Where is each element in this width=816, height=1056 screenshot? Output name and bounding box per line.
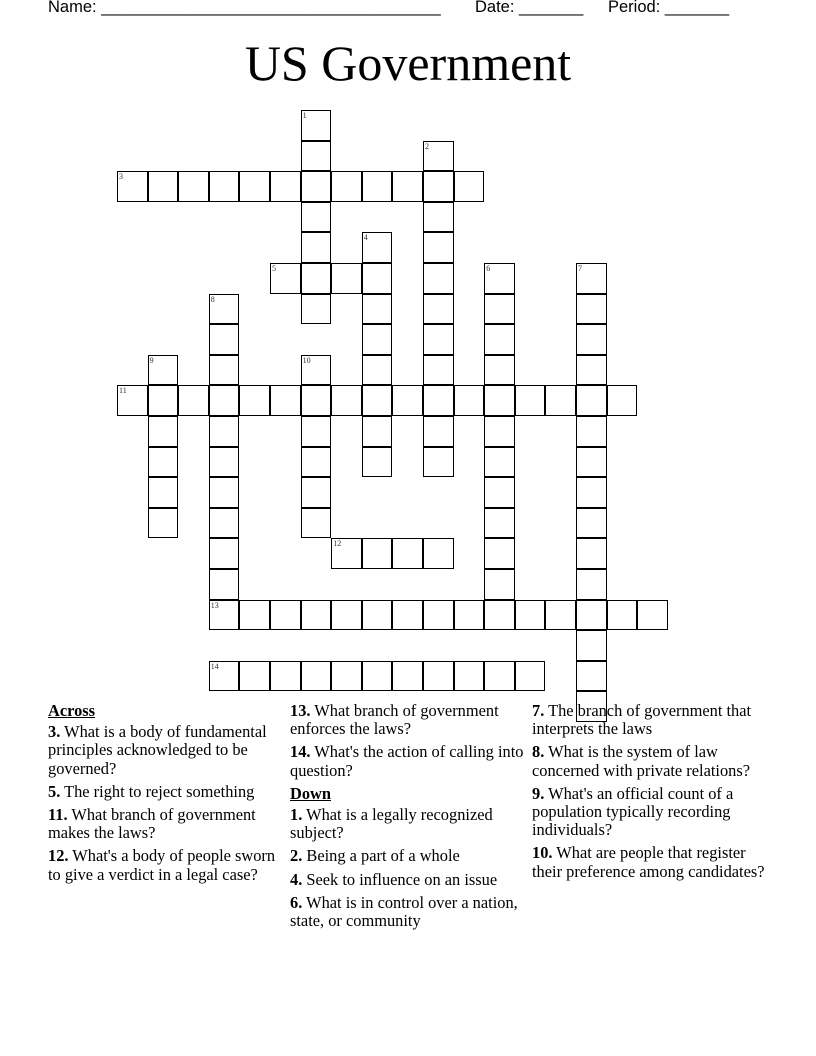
crossword-cell[interactable] bbox=[301, 110, 332, 141]
crossword-cell[interactable] bbox=[209, 477, 240, 508]
crossword-cell[interactable] bbox=[209, 569, 240, 600]
clue-text: Being a part of a whole bbox=[302, 846, 460, 866]
crossword-cell[interactable] bbox=[209, 416, 240, 447]
crossword-cell[interactable] bbox=[423, 324, 454, 355]
crossword-cell[interactable] bbox=[239, 385, 270, 416]
crossword-cell[interactable] bbox=[576, 294, 607, 325]
crossword-cell[interactable] bbox=[454, 385, 485, 416]
crossword-cell[interactable] bbox=[576, 477, 607, 508]
crossword-cell[interactable] bbox=[484, 508, 515, 539]
crossword-cell[interactable] bbox=[392, 385, 423, 416]
crossword-cell[interactable] bbox=[576, 355, 607, 386]
crossword-cell[interactable] bbox=[515, 600, 546, 631]
crossword-cell[interactable] bbox=[209, 355, 240, 386]
down-heading: Down bbox=[290, 783, 331, 803]
crossword-cell[interactable] bbox=[209, 324, 240, 355]
crossword-cell[interactable] bbox=[239, 661, 270, 692]
crossword-cell[interactable] bbox=[484, 477, 515, 508]
down-clue bbox=[290, 894, 526, 930]
clue-number: 8. bbox=[532, 742, 545, 762]
crossword-cell[interactable] bbox=[637, 600, 668, 631]
across-clue bbox=[48, 783, 284, 801]
clue-number: 13. bbox=[290, 701, 311, 720]
cell-number: 6 bbox=[486, 264, 491, 273]
crossword-cell[interactable] bbox=[454, 171, 485, 202]
across-clue bbox=[290, 702, 526, 738]
crossword-cell[interactable] bbox=[576, 447, 607, 478]
crossword-cell[interactable] bbox=[148, 385, 179, 416]
crossword-cell[interactable] bbox=[576, 661, 607, 692]
across-clue bbox=[48, 806, 284, 842]
crossword-cell[interactable] bbox=[484, 538, 515, 569]
crossword-cell[interactable] bbox=[209, 171, 240, 202]
crossword-cell[interactable] bbox=[362, 171, 393, 202]
clue-text: What is in control over a nation, state, or community bbox=[290, 892, 518, 931]
cell-number: 8 bbox=[210, 294, 215, 304]
cell-number: 3 bbox=[119, 172, 123, 182]
crossword-cell[interactable] bbox=[301, 141, 332, 172]
crossword-cell[interactable] bbox=[423, 355, 454, 386]
crossword-cell[interactable] bbox=[148, 477, 179, 508]
crossword-cell[interactable] bbox=[331, 171, 362, 202]
crossword-cell[interactable] bbox=[576, 263, 607, 294]
crossword-cell[interactable] bbox=[484, 355, 515, 386]
cell-number: 12 bbox=[333, 539, 342, 549]
crossword-cell[interactable] bbox=[148, 416, 179, 447]
crossword-cell[interactable] bbox=[423, 538, 454, 569]
clue-text: What is a legally recognized subject? bbox=[290, 805, 493, 843]
crossword-cell[interactable] bbox=[484, 661, 515, 692]
crossword-cell[interactable] bbox=[423, 263, 454, 294]
crossword-cell[interactable] bbox=[301, 416, 332, 447]
crossword-cell[interactable] bbox=[362, 324, 393, 355]
clue-number: 3. bbox=[48, 722, 61, 742]
crossword-cell[interactable] bbox=[209, 294, 240, 325]
crossword-cell[interactable] bbox=[362, 447, 393, 478]
crossword-cell[interactable] bbox=[301, 508, 332, 539]
clue-text: What are people that register their preference among candidates? bbox=[532, 843, 765, 881]
crossword-cell[interactable] bbox=[301, 447, 332, 478]
crossword-cell[interactable] bbox=[270, 263, 301, 294]
down-clue bbox=[290, 806, 526, 842]
clue-text: The branch of government that interprets the laws bbox=[532, 701, 752, 739]
crossword-cell[interactable] bbox=[423, 661, 454, 692]
crossword-cell[interactable] bbox=[423, 294, 454, 325]
crossword-cell[interactable] bbox=[484, 600, 515, 631]
clue-text: What is the system of law concerned with private relations? bbox=[532, 742, 750, 780]
crossword-cell[interactable] bbox=[209, 508, 240, 539]
crossword-cell[interactable] bbox=[576, 385, 607, 416]
crossword-cell[interactable] bbox=[515, 385, 546, 416]
crossword-cell[interactable] bbox=[270, 385, 301, 416]
crossword-cell[interactable] bbox=[484, 263, 515, 294]
crossword-cell[interactable] bbox=[392, 538, 423, 569]
clue-number: 10. bbox=[532, 843, 553, 863]
crossword-cell[interactable] bbox=[423, 447, 454, 478]
crossword-cell[interactable] bbox=[484, 447, 515, 478]
crossword-cell[interactable] bbox=[301, 202, 332, 233]
crossword-cell[interactable] bbox=[148, 447, 179, 478]
clue-text: What's the action of calling into question? bbox=[290, 742, 524, 780]
cell-number: 1 bbox=[302, 111, 307, 120]
clue-number: 14. bbox=[290, 742, 311, 762]
crossword-cell[interactable] bbox=[392, 171, 423, 202]
crossword-cell[interactable] bbox=[423, 232, 454, 263]
period-label: Period: bbox=[608, 0, 665, 16]
crossword-cell[interactable] bbox=[362, 263, 393, 294]
crossword-cell[interactable] bbox=[545, 600, 576, 631]
across-clue bbox=[290, 743, 526, 779]
crossword-cell[interactable] bbox=[423, 171, 454, 202]
crossword-cell[interactable] bbox=[362, 416, 393, 447]
crossword-cell[interactable] bbox=[301, 294, 332, 325]
crossword-cell[interactable] bbox=[607, 385, 638, 416]
down-clue bbox=[290, 871, 526, 889]
crossword-cell[interactable] bbox=[362, 232, 393, 263]
crossword-cell[interactable] bbox=[270, 171, 301, 202]
clue-text: What's an official count of a population typically recording individuals? bbox=[532, 783, 734, 840]
crossword-cell[interactable] bbox=[423, 416, 454, 447]
down-clue bbox=[532, 844, 772, 880]
crossword-cell[interactable] bbox=[148, 355, 179, 386]
clue-text: The right to reject something bbox=[60, 781, 255, 801]
crossword-cell[interactable] bbox=[362, 294, 393, 325]
crossword-cell[interactable] bbox=[239, 171, 270, 202]
crossword-cell[interactable] bbox=[484, 569, 515, 600]
clue-number: 11. bbox=[48, 805, 68, 825]
clue-number: 9. bbox=[532, 783, 545, 803]
across-clue bbox=[48, 723, 284, 778]
cell-number: 11 bbox=[119, 386, 127, 396]
across-heading: Across bbox=[48, 701, 96, 720]
crossword-cell[interactable] bbox=[607, 600, 638, 631]
crossword-cell[interactable] bbox=[545, 385, 576, 416]
crossword-cell[interactable] bbox=[301, 385, 332, 416]
down-clue bbox=[532, 702, 772, 738]
crossword-cell[interactable] bbox=[576, 508, 607, 539]
crossword-cell[interactable] bbox=[239, 600, 270, 631]
down-clue bbox=[532, 743, 772, 779]
cell-number: 14 bbox=[210, 661, 219, 671]
crossword-cell[interactable] bbox=[331, 263, 362, 294]
crossword-cell[interactable] bbox=[301, 263, 332, 294]
clues-column-1 bbox=[48, 702, 284, 889]
cell-number: 2 bbox=[425, 141, 429, 151]
crossword-cell[interactable] bbox=[331, 661, 362, 692]
crossword-cell[interactable] bbox=[484, 294, 515, 325]
crossword-cell[interactable] bbox=[515, 661, 546, 692]
crossword-cell[interactable] bbox=[423, 385, 454, 416]
clue-text: Seek to influence on an issue bbox=[302, 869, 498, 889]
crossword-cell[interactable] bbox=[301, 171, 332, 202]
date-label: Date: bbox=[475, 0, 520, 16]
crossword-cell[interactable] bbox=[301, 661, 332, 692]
crossword-cell[interactable] bbox=[209, 447, 240, 478]
cell-number: 5 bbox=[272, 264, 276, 273]
crossword-cell[interactable] bbox=[484, 324, 515, 355]
cell-number: 9 bbox=[149, 355, 154, 365]
crossword-cell[interactable] bbox=[392, 600, 423, 631]
crossword-cell[interactable] bbox=[270, 661, 301, 692]
clue-text: What branch of government enforces the laws? bbox=[290, 701, 499, 739]
clue-number: 5. bbox=[48, 781, 61, 801]
crossword-cell[interactable] bbox=[362, 538, 393, 569]
crossword-cell[interactable] bbox=[576, 324, 607, 355]
crossword-cell[interactable] bbox=[148, 171, 179, 202]
crossword-cell[interactable] bbox=[423, 202, 454, 233]
crossword-cell[interactable] bbox=[209, 538, 240, 569]
clue-number: 2. bbox=[290, 846, 303, 866]
name-label: Name: bbox=[48, 0, 102, 16]
crossword-cell[interactable] bbox=[209, 661, 240, 692]
crossword-cell[interactable] bbox=[576, 416, 607, 447]
down-clue bbox=[290, 847, 526, 865]
crossword-cell[interactable] bbox=[454, 600, 485, 631]
crossword-cell[interactable] bbox=[301, 600, 332, 631]
cell-number: 7 bbox=[578, 264, 582, 273]
name-blank: _____________________________________ bbox=[101, 0, 441, 16]
crossword-cell[interactable] bbox=[301, 232, 332, 263]
crossword-cell[interactable] bbox=[148, 508, 179, 539]
crossword-cell[interactable] bbox=[423, 141, 454, 172]
crossword-cell[interactable] bbox=[454, 661, 485, 692]
clue-text: What is a body of fundamental principles acknowledged to be governed? bbox=[48, 722, 267, 778]
crossword-cell[interactable] bbox=[392, 661, 423, 692]
clue-text: What's a body of people sworn to give a verdict in a legal case? bbox=[48, 846, 276, 884]
crossword-cell[interactable] bbox=[331, 385, 362, 416]
crossword-cell[interactable] bbox=[301, 477, 332, 508]
clue-number: 6. bbox=[290, 892, 303, 912]
crossword-cell[interactable] bbox=[362, 661, 393, 692]
crossword-cell[interactable] bbox=[362, 600, 393, 631]
crossword-cell[interactable] bbox=[484, 416, 515, 447]
clues-column-2 bbox=[290, 702, 526, 935]
crossword-cell[interactable] bbox=[331, 600, 362, 631]
date-blank: _______ bbox=[519, 0, 584, 16]
down-clue bbox=[532, 785, 772, 840]
page-title: US Government bbox=[244, 35, 572, 91]
crossword-cell[interactable] bbox=[117, 385, 148, 416]
across-clue bbox=[48, 847, 284, 883]
crossword-cell[interactable] bbox=[209, 385, 240, 416]
cell-number: 10 bbox=[302, 355, 311, 365]
clue-number: 4. bbox=[290, 869, 303, 889]
clue-text: What branch of government makes the laws? bbox=[48, 805, 256, 843]
cell-number: 13 bbox=[210, 600, 219, 610]
crossword-cell[interactable] bbox=[576, 600, 607, 631]
crossword-cell[interactable] bbox=[576, 538, 607, 569]
crossword-cell[interactable] bbox=[209, 600, 240, 631]
crossword-cell[interactable] bbox=[484, 385, 515, 416]
clues-column-3 bbox=[532, 702, 772, 886]
crossword-cell[interactable] bbox=[270, 600, 301, 631]
crossword-cell[interactable] bbox=[423, 600, 454, 631]
clue-number: 1. bbox=[290, 805, 303, 825]
crossword-cell[interactable] bbox=[576, 630, 607, 661]
clue-number: 12. bbox=[48, 846, 69, 866]
crossword-cell[interactable] bbox=[117, 171, 148, 202]
crossword-cell[interactable] bbox=[301, 355, 332, 386]
clue-number: 7. bbox=[532, 701, 545, 720]
period-blank: _______ bbox=[664, 0, 730, 16]
crossword-cell[interactable] bbox=[362, 355, 393, 386]
cell-number: 4 bbox=[363, 233, 368, 243]
crossword-cell[interactable] bbox=[331, 538, 362, 569]
crossword-cell[interactable] bbox=[178, 171, 209, 202]
crossword-cell[interactable] bbox=[178, 385, 209, 416]
crossword-cell[interactable] bbox=[362, 385, 393, 416]
crossword-cell[interactable] bbox=[576, 569, 607, 600]
